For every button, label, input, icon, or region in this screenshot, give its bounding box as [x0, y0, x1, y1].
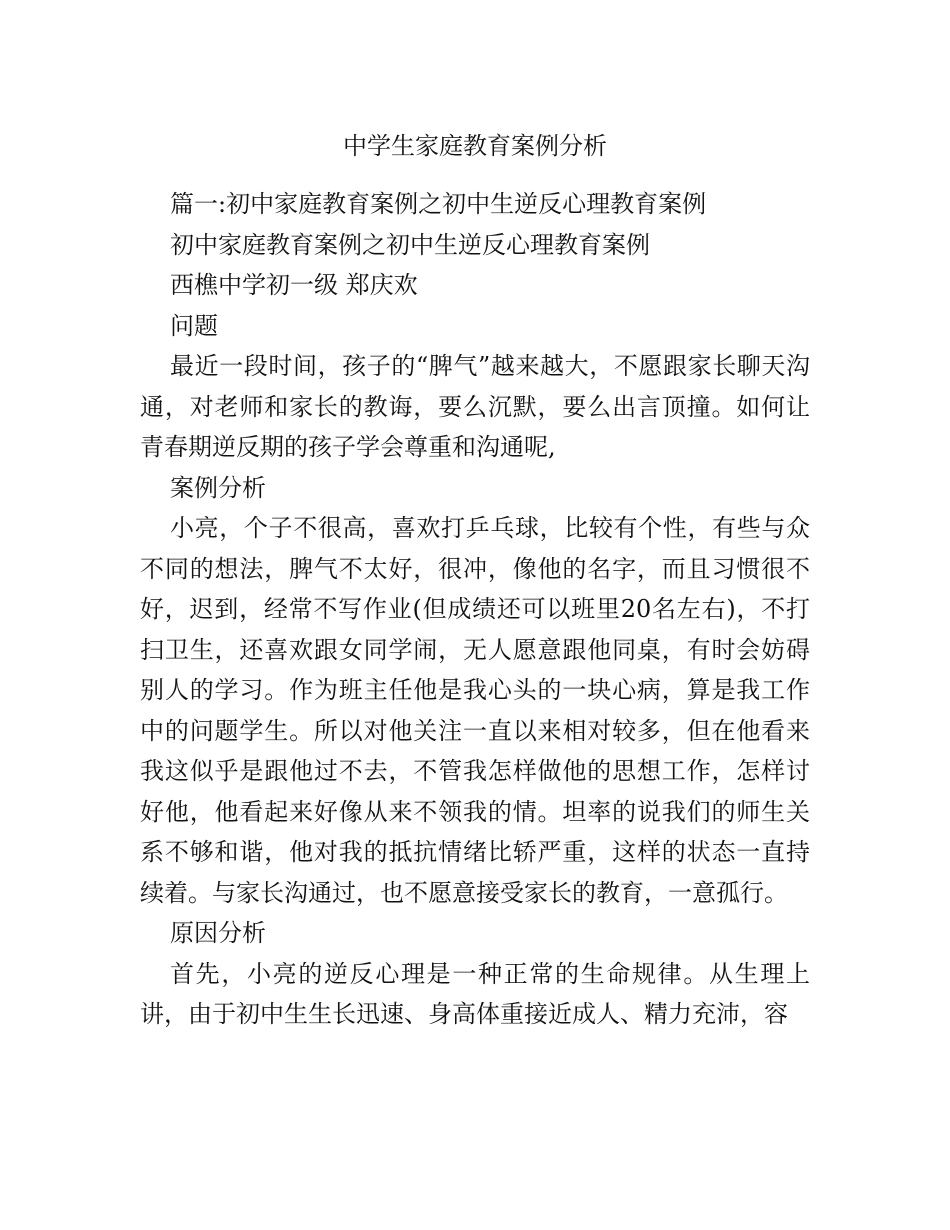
section-heading-problem: 问题: [170, 311, 218, 340]
paragraph-case-analysis: 小亮，个子不很高，喜欢打乒乓球，比较有个性，有些与众不同的想法，脾气不太好，很冲，像他的名字，而且习惯很不好，迟到，经常不写作业(但成绩还可以班里20名左右)，不打扫卫生，还喜欢跟女同学闹，无人愿意跟他同桌，有时会妨碍别人的学习。作为班主任他是我心头的一块心病，算是我工作中的问题学生。所以对他关注一直以来相对较多，但在他看来我这似乎是跟他过不去，不管我怎样做他的思想工作，怎样讨好他，他看起来好像从来不领我的情。坦率的说我们的师生关系不够和谐，他对我的抵抗情绪比轿严重，这样的状态一直持续着。与家长沟通过，也不愿意接受家长的教育，一意孤行。: [140, 514, 810, 907]
document-title: 中学生家庭教育案例分析: [343, 132, 607, 160]
section-heading-case-analysis: 案例分析: [170, 473, 266, 502]
section-heading-cause-analysis: 原因分析: [170, 919, 266, 947]
paragraph-author: 西樵中学初一级 郑庆欢: [170, 271, 418, 299]
paragraph-heading-piece-one: 篇一:初中家庭教育案例之初中生逆反心理教育案例: [170, 190, 707, 218]
paragraph-cause-analysis: 首先，小亮的逆反心理是一种正常的生命规律。从生理上讲，由于初中生生长迅速、身高体重接近成人、精力充沛，容: [140, 959, 810, 1028]
paragraph-problem: 最近一段时间，孩子的“脾气”越来越大，不愿跟家长聊天沟通，对老师和家长的教诲，要么沉默，要么出言顶撞。如何让青春期逆反期的孩子学会尊重和沟通呢,: [140, 352, 810, 461]
paragraph-subtitle: 初中家庭教育案例之初中生逆反心理教育案例: [170, 230, 650, 259]
